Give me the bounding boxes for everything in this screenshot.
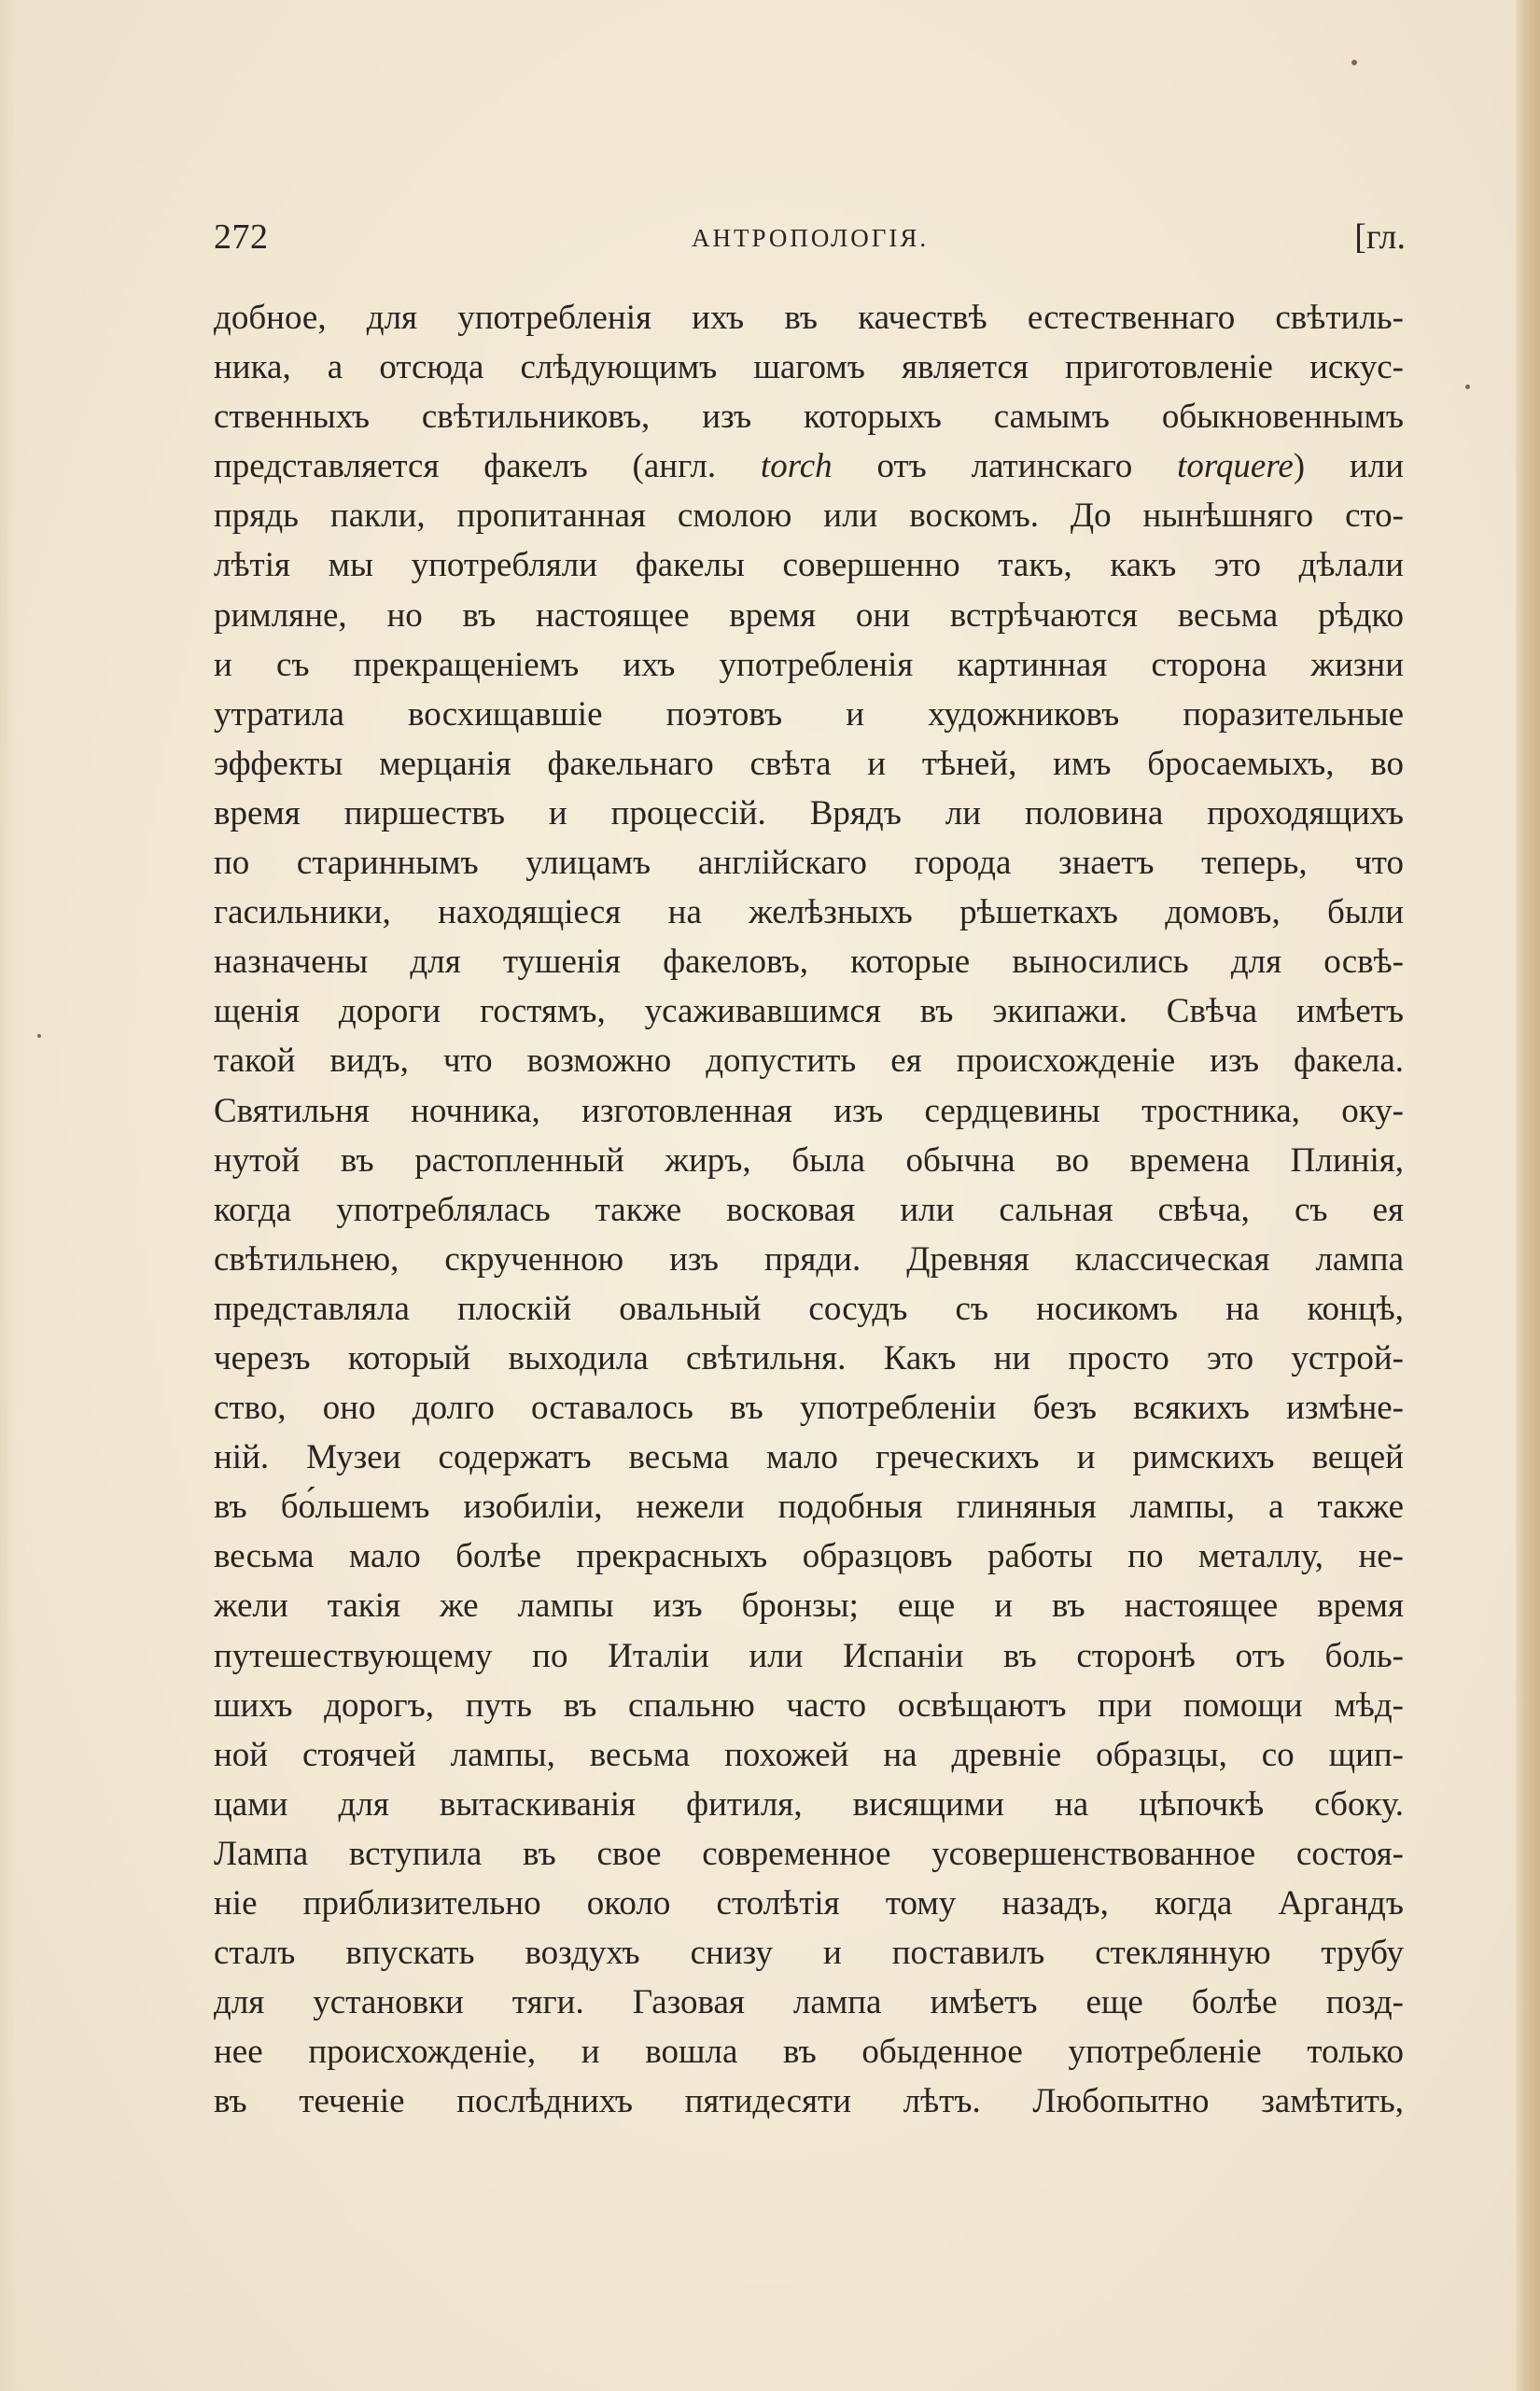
text-line: въ бо́льшемъ изобиліи, нежели подобныя глиняныя лампы, а также: [214, 1488, 1404, 1527]
text-line: ственныхъ свѣтильниковъ, изъ которыхъ самымъ обыкновеннымъ: [214, 398, 1404, 437]
text-line: цами для вытаскиванія фитиля, висящими на цѣпочкѣ сбоку.: [214, 1784, 1404, 1824]
text-line: утратила восхищавшіе поэтовъ и художниковъ поразительные: [214, 694, 1404, 734]
text-line: ство, оно долго оставалось въ употребленіи безъ всякихъ измѣне-: [214, 1389, 1404, 1428]
chapter-reference: [гл.: [1354, 217, 1406, 257]
text-line: ніе приблизительно около столѣтія тому назадъ, когда Аргандъ: [214, 1884, 1404, 1923]
text-line: ника, а отсюда слѣдующимъ шагомъ является приготовленіе искус-: [214, 348, 1404, 387]
foreign-term: torch: [760, 447, 833, 486]
text-line: шихъ дорогъ, путь въ спальню часто освѣщаютъ при помощи мѣд-: [214, 1685, 1404, 1725]
text-line: для установки тяги. Газовая лампа имѣетъ еще болѣе позд-: [214, 1983, 1404, 2022]
page-left-shadow: [0, 0, 17, 2391]
text-line: добное, для употребленія ихъ въ качествѣ естественнаго свѣтиль-: [214, 299, 1404, 337]
print-speck: [1465, 385, 1470, 389]
text-line: когда употреблялась также восковая или сальная свѣча, съ ея: [214, 1190, 1404, 1229]
text-line: въ теченіе послѣднихъ пятидесяти лѣтъ. Любопытно замѣтить,: [214, 2082, 1404, 2121]
page-edge-strip: [1516, 0, 1540, 2391]
text-line: путешествующему по Италіи или Испаніи въ сторонѣ отъ боль-: [214, 1636, 1404, 1675]
text-line: нее происхожденіе, и вошла въ обыденное употребленіе только: [214, 2033, 1404, 2072]
text-line: черезъ который выходила свѣтильня. Какъ ни просто это устрой-: [214, 1338, 1404, 1377]
page-number: 272: [214, 217, 269, 257]
text-line: по стариннымъ улицамъ англійскаго города знаетъ теперь, что: [214, 844, 1404, 883]
text-line: весьма мало болѣе прекрасныхъ образцовъ работы по металлу, не-: [214, 1537, 1404, 1576]
text-line: и съ прекращеніемъ ихъ употребленія картинная сторона жизни: [214, 645, 1404, 684]
text-line: представляла плоскій овальный сосудъ съ носикомъ на концѣ,: [214, 1289, 1404, 1328]
text-line: ной стоячей лампы, весьма похожей на древніе образцы, со щип-: [214, 1735, 1404, 1774]
text-line: назначены для тушенія факеловъ, которые выносились для освѣ-: [214, 943, 1404, 982]
text-line: такой видъ, что возможно допустить ея происхожденіе изъ факела.: [214, 1042, 1404, 1081]
text-line: прядь пакли, пропитанная смолою или воскомъ. До нынѣшняго сто-: [214, 496, 1404, 536]
print-speck: [1351, 60, 1357, 65]
text-line: представляется факелъ (англ. torch отъ латинскаго torquere) или: [214, 447, 1404, 486]
foreign-term: torquere: [1177, 447, 1294, 486]
text-line: свѣтильнею, скрученною изъ пряди. Древняя классическая лампа: [214, 1239, 1404, 1279]
text-line: жели такія же лампы изъ бронзы; еще и въ настоящее время: [214, 1587, 1404, 1626]
text-line: гасильники, находящіеся на желѣзныхъ рѣшеткахъ домовъ, были: [214, 893, 1404, 932]
text-line: эффекты мерцанія факельнаго свѣта и тѣней, имъ бросаемыхъ, во: [214, 744, 1404, 783]
text-line: Святильня ночника, изготовленная изъ сердцевины тростника, оку-: [214, 1091, 1404, 1130]
text-line: ній. Музеи содержатъ весьма мало греческихъ и римскихъ вещей: [214, 1438, 1404, 1477]
text-line: сталъ впускать воздухъ снизу и поставилъ стеклянную трубу: [214, 1934, 1404, 1973]
text-line: щенія дороги гостямъ, усаживавшимся въ экипажи. Свѣча имѣетъ: [214, 992, 1404, 1031]
page-header: [214, 211, 1406, 267]
print-speck: [37, 1034, 41, 1038]
text-line: время пиршествъ и процессій. Врядъ ли половина проходящихъ: [214, 793, 1404, 832]
text-line: лѣтія мы употребляли факелы совершенно такъ, какъ это дѣлали: [214, 546, 1404, 585]
text-line: Лампа вступила въ свое современное усовершенствованное состоя-: [214, 1834, 1404, 1873]
text-line: нутой въ растопленный жиръ, была обычна во времена Плинія,: [214, 1140, 1404, 1180]
body-text: [214, 293, 1404, 2126]
running-head: АНТРОПОЛОГІЯ.: [692, 224, 930, 252]
text-line: римляне, но въ настоящее время они встрѣчаются весьма рѣдко: [214, 595, 1404, 635]
